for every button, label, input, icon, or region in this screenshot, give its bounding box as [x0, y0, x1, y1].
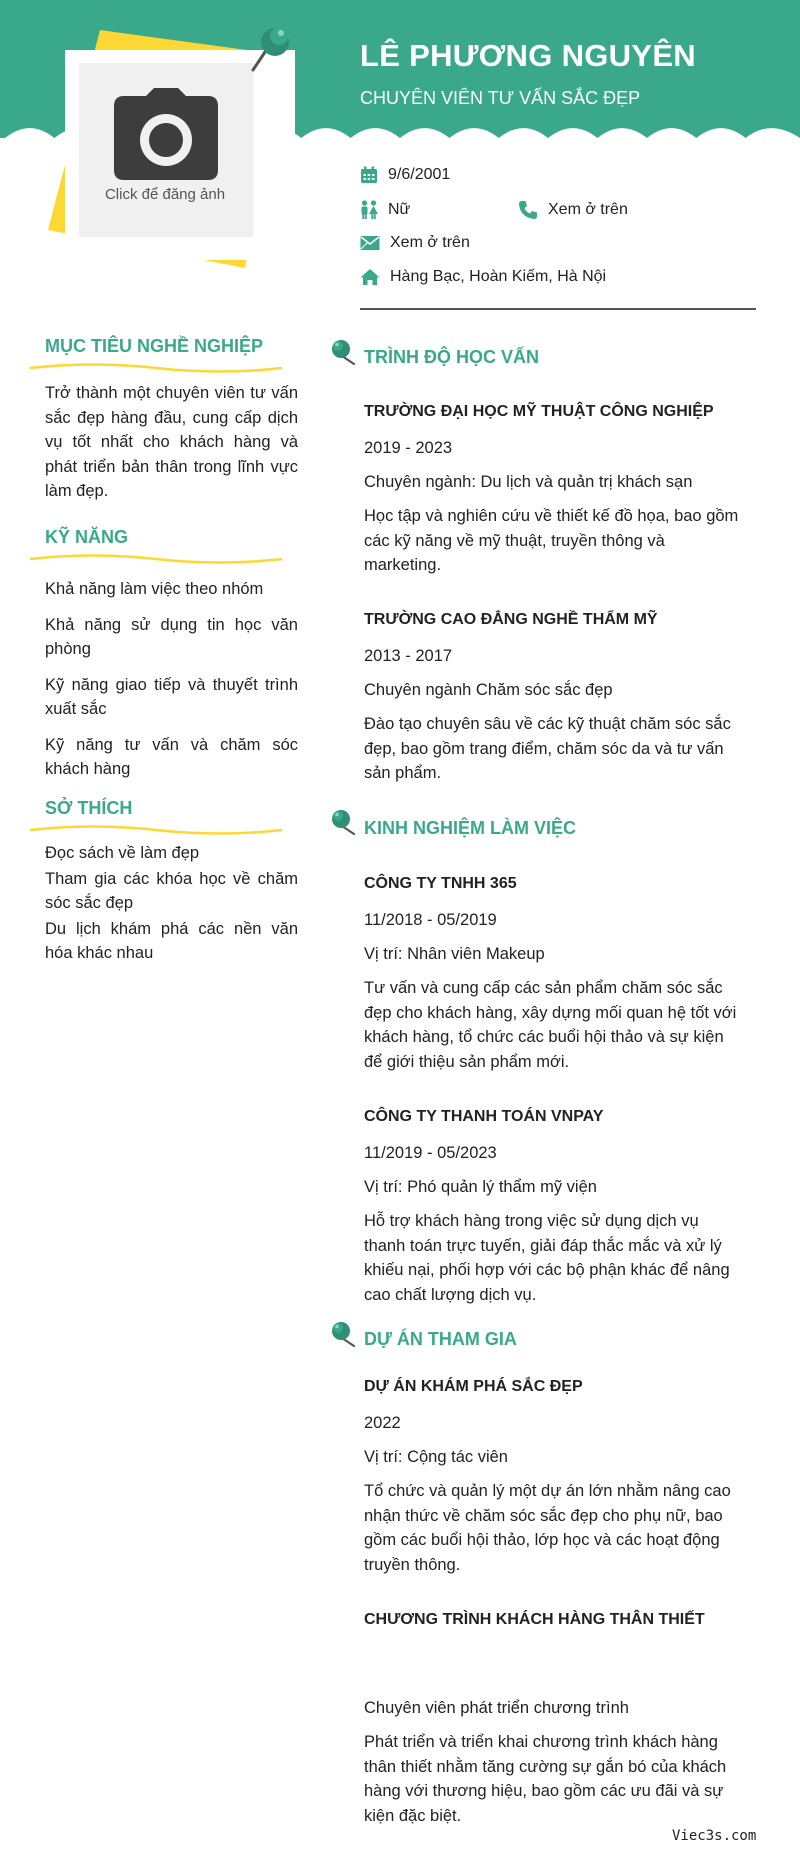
experience-heading: KINH NGHIỆM LÀM VIỆC — [364, 818, 577, 838]
contact-divider — [360, 308, 756, 310]
skills-list — [45, 577, 298, 793]
calendar-icon — [360, 166, 378, 184]
birthday-value: 9/6/2001 — [388, 166, 451, 183]
home-icon — [360, 268, 380, 286]
phone-value: Xem ở trên — [548, 201, 628, 218]
entry-desc: Phát triển và triển khai chương trình khách hàng thân thiết nhằm tăng cường sự gắn bó của khách hàng với thương hiệu, bao gồm các ưu đãi và sự kiện đặc biệt. — [364, 1733, 727, 1825]
contact-email — [360, 234, 470, 252]
objective-text: Trở thành một chuyên viên tư vấn sắc đẹp hàng đầu, cung cấp dịch vụ tốt nhất cho khách hàng và phát triển bản thân trong lĩnh vực làm đẹp. — [45, 384, 298, 500]
pushpin-icon — [330, 808, 356, 836]
contact-birthday — [360, 166, 450, 184]
entry-title: CÔNG TY THANH TOÁN VNPAY — [364, 1108, 604, 1125]
pushpin-icon — [330, 1320, 356, 1348]
entry-title: CÔNG TY TNHH 365 — [364, 875, 517, 892]
phone-icon — [518, 200, 538, 220]
hobby-item: Đọc sách về làm đẹp — [45, 844, 200, 862]
photo-upload-label[interactable]: Click để đăng ảnh — [104, 186, 226, 203]
experience-entry — [364, 875, 744, 1074]
education-entry — [364, 403, 744, 578]
objective-underline — [28, 360, 284, 374]
project-entry — [364, 1378, 744, 1577]
experience-entry — [364, 1108, 744, 1307]
entry-desc: Tổ chức và quản lý một dự án lớn nhằm nâng cao nhận thức về chăm sóc sắc đẹp cho phụ nữ, bao gồm các buổi hội thảo, lớp học và các hoạt động truyền thông. — [364, 1482, 731, 1574]
entry-role: Vị trí: Cộng tác viên — [364, 1448, 508, 1466]
entry-desc: Học tập và nghiên cứu về thiết kế đồ họa, bao gồm các kỹ năng về mỹ thuật, truyền thông và marketing. — [364, 507, 739, 574]
entry-desc: Tư vấn và cung cấp các sản phẩm chăm sóc sắc đẹp cho khách hàng, xây dựng mối quan hệ tốt với khách hàng, tổ chức các buổi hội thảo và sự kiện để giới thiệu sản phẩm mới. — [364, 979, 737, 1071]
entry-title: DỰ ÁN KHÁM PHÁ SẮC ĐẸP — [364, 1378, 583, 1395]
entry-desc: Đào tạo chuyên sâu về các kỹ thuật chăm sóc sắc đẹp, bao gồm trang điểm, chăm sóc da và tư vấn sản phẩm. — [364, 715, 731, 782]
skills-underline — [28, 551, 284, 565]
candidate-title: CHUYÊN VIÊN TƯ VẤN SẮC ĐẸP — [360, 88, 641, 108]
entry-role: Vị trí: Nhân viên Makeup — [364, 945, 545, 963]
entry-title: CHƯƠNG TRÌNH KHÁCH HÀNG THÂN THIẾT — [364, 1611, 705, 1628]
entry-role: Chuyên ngành Chăm sóc sắc đẹp — [364, 681, 613, 699]
email-value: Xem ở trên — [390, 234, 470, 251]
entry-title: TRƯỜNG ĐẠI HỌC MỸ THUẬT CÔNG NGHIỆP — [364, 403, 714, 420]
pushpin-icon — [247, 22, 295, 74]
entry-desc: Hỗ trợ khách hàng trong việc sử dụng dịch vụ thanh toán trực tuyến, giải đáp thắc mắc và xử lý khiếu nại, phối hợp với các bộ phận khác để nâng cao chất lượng dịch vụ. — [364, 1212, 730, 1304]
skills-heading: KỸ NĂNG — [45, 527, 129, 547]
skill-item: Khả năng làm việc theo nhóm — [45, 580, 264, 598]
entry-date: 2013 - 2017 — [364, 647, 453, 665]
entry-role: Chuyên ngành: Du lịch và quản trị khách sạn — [364, 473, 693, 491]
projects-heading: DỰ ÁN THAM GIA — [364, 1329, 517, 1349]
contact-gender — [360, 200, 410, 220]
objective-heading: MỤC TIÊU NGHỀ NGHIỆP — [45, 336, 264, 356]
contact-phone — [518, 200, 628, 220]
address-value: Hàng Bạc, Hoàn Kiếm, Hà Nội — [390, 268, 607, 285]
entry-title: TRƯỜNG CAO ĐẲNG NGHỀ THẨM MỸ — [364, 611, 658, 628]
hobby-item: Tham gia các khóa học về chăm sóc sắc đẹp — [45, 869, 298, 912]
hobbies-underline — [28, 822, 284, 836]
project-entry — [364, 1611, 744, 1828]
entry-date: 11/2018 - 05/2019 — [364, 911, 497, 929]
entry-date: 2019 - 2023 — [364, 439, 453, 457]
entry-date: 11/2019 - 05/2023 — [364, 1144, 497, 1162]
hobbies-heading: SỞ THÍCH — [45, 798, 133, 818]
hobby-item: Du lịch khám phá các nền văn hóa khác nhau — [45, 919, 298, 962]
entry-date: 2022 — [364, 1414, 401, 1432]
footer-brand: Viec3s.com — [672, 1828, 757, 1844]
candidate-name: LÊ PHƯƠNG NGUYÊN — [360, 38, 696, 73]
hobbies-list — [45, 841, 298, 967]
entry-role: Chuyên viên phát triển chương trình — [364, 1699, 629, 1717]
skill-item: Kỹ năng tư vấn và chăm sóc khách hàng — [45, 735, 298, 778]
photo-upload[interactable] — [79, 63, 253, 237]
gender-icon — [360, 200, 378, 220]
envelope-icon — [360, 235, 380, 251]
contact-address — [360, 268, 606, 286]
gender-value: Nữ — [388, 201, 411, 218]
entry-role: Vị trí: Phó quản lý thẩm mỹ viện — [364, 1178, 597, 1196]
education-heading: TRÌNH ĐỘ HỌC VẤN — [364, 347, 539, 367]
pushpin-icon — [330, 338, 356, 366]
education-entry — [364, 611, 744, 786]
entry-date — [364, 1647, 744, 1666]
skill-item: Khả năng sử dụng tin học văn phòng — [45, 615, 298, 658]
camera-icon — [114, 88, 218, 180]
skill-item: Kỹ năng giao tiếp và thuyết trình xuất sắc — [45, 675, 298, 718]
